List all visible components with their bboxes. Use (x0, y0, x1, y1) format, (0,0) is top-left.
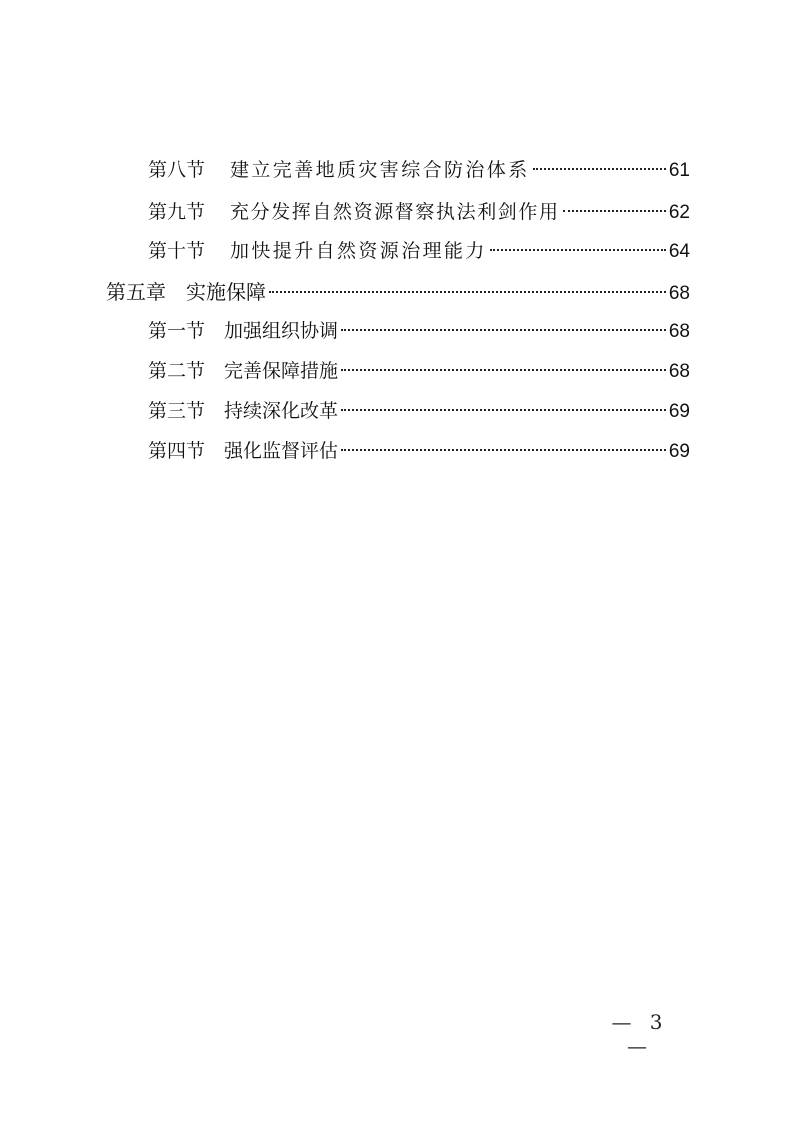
toc-entry-chapter-5[interactable] (106, 277, 690, 307)
section-number: 第一节 (148, 320, 206, 342)
section-title: 建立完善地质灾害综合防治体系 (230, 159, 530, 181)
section-title: 强化监督评估 (224, 440, 339, 462)
section-title: 持续深化改革 (224, 400, 339, 422)
toc-entry-section-9[interactable] (148, 197, 690, 227)
section-title: 加快提升自然资源治理能力 (230, 240, 487, 262)
page-number: — 3 — (611, 1010, 669, 1058)
toc-entry-section-4[interactable] (148, 436, 690, 466)
page-ref: 69 (668, 441, 690, 462)
dot-leader (341, 409, 666, 411)
dot-leader (341, 369, 666, 371)
dot-leader (269, 291, 666, 293)
toc-entry-section-8[interactable] (148, 155, 690, 185)
section-title: 完善保障措施 (224, 360, 339, 382)
section-number: 第二节 (148, 360, 206, 382)
dot-leader (341, 329, 666, 331)
toc-entry-section-2[interactable] (148, 356, 690, 386)
chapter-title: 实施保障 (186, 280, 266, 304)
page-ref: 69 (668, 401, 690, 422)
section-number: 第三节 (148, 400, 206, 422)
section-title: 加强组织协调 (224, 320, 339, 342)
dot-leader (490, 249, 666, 251)
dot-leader (563, 210, 666, 212)
toc-entry-section-3[interactable] (148, 396, 690, 426)
page-ref: 68 (668, 361, 690, 382)
dot-leader (341, 449, 666, 451)
toc-entry-section-10[interactable] (148, 236, 690, 266)
page-ref: 68 (668, 283, 690, 304)
page-ref: 64 (668, 241, 690, 262)
toc-entry-section-1[interactable] (148, 316, 690, 346)
section-number: 第八节 (148, 159, 206, 181)
dot-leader (533, 168, 666, 170)
page-ref: 62 (668, 202, 690, 223)
section-title: 充分发挥自然资源督察执法利剑作用 (230, 201, 560, 223)
page-ref: 61 (668, 160, 690, 181)
chapter-number: 第五章 (106, 280, 166, 304)
section-number: 第九节 (148, 201, 206, 223)
page-ref: 68 (668, 321, 690, 342)
section-number: 第十节 (148, 240, 206, 262)
section-number: 第四节 (148, 440, 206, 462)
